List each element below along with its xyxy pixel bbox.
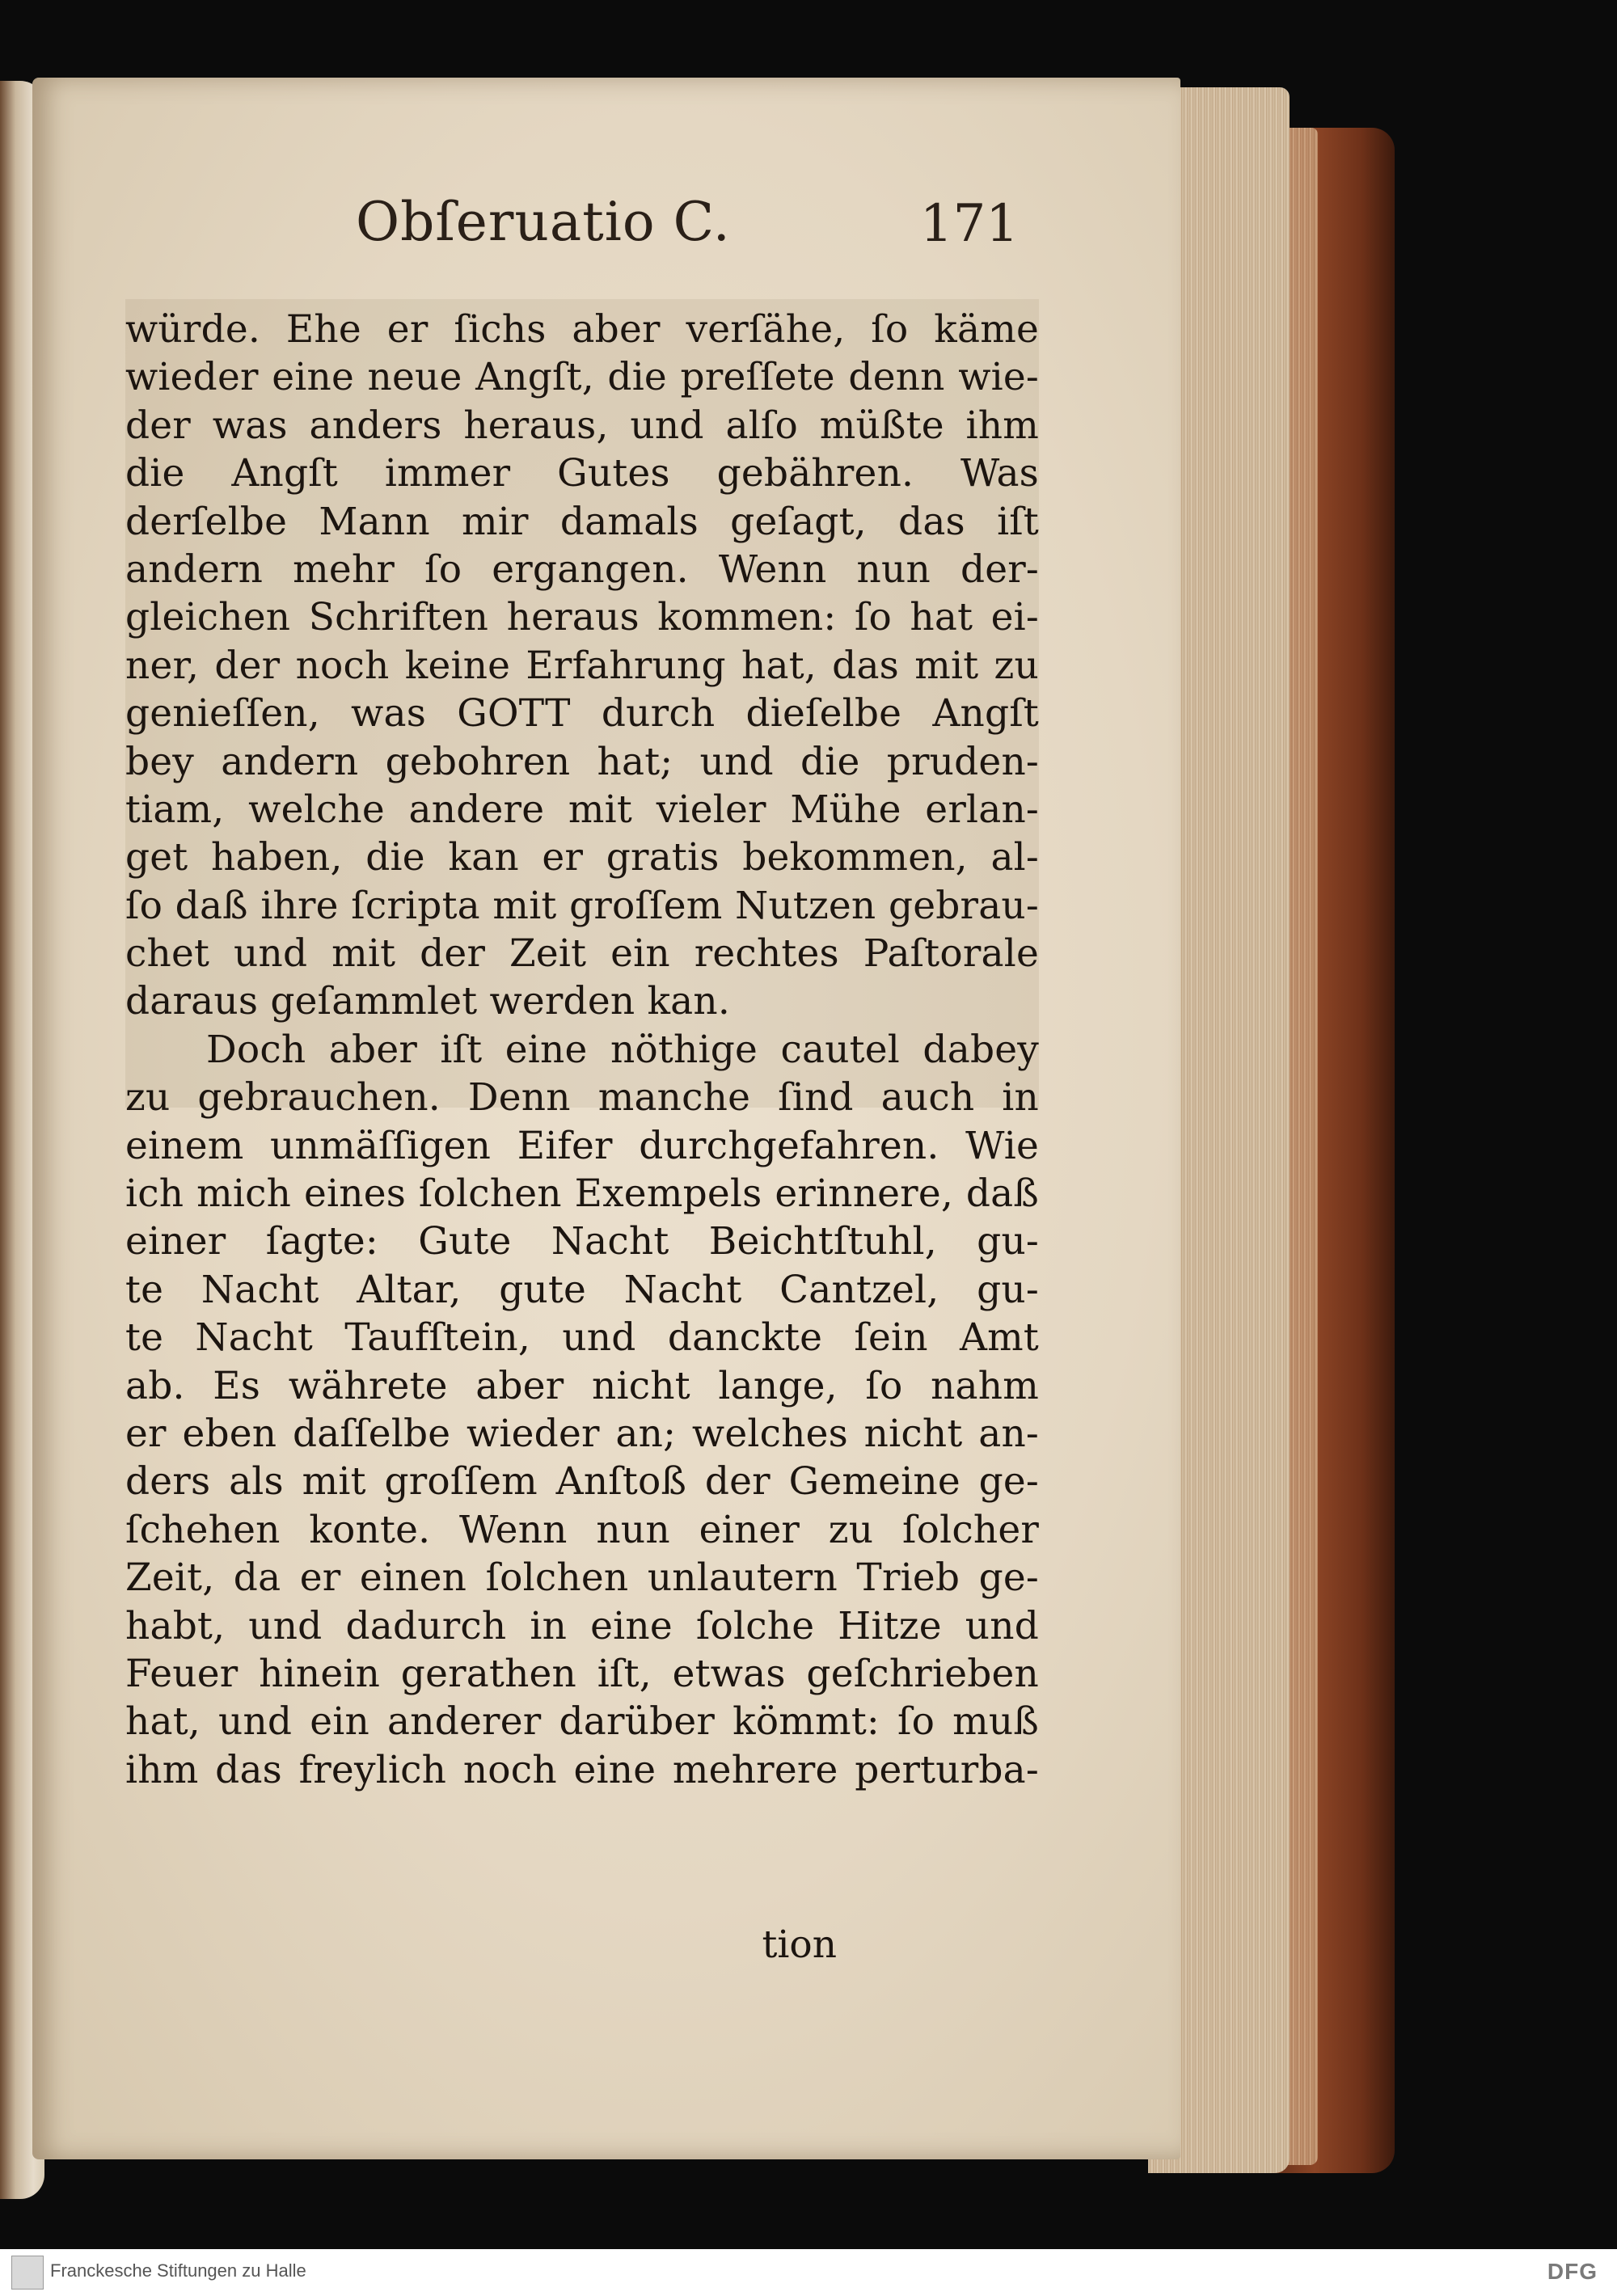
text-line: ner, der noch keine Erfahrung hat, das mit zu: [125, 643, 1039, 688]
text-line: andern mehr ſo ergangen. Wenn nun der-: [125, 547, 1039, 592]
text-line: gleichen Schriften heraus kommen: ſo hat ei-: [125, 595, 1039, 640]
page-body-text: [125, 306, 1039, 1794]
text-line: habt, und dadurch in eine ſolche Hitze und: [125, 1603, 1039, 1648]
text-line: te Nacht Taufſtein, und danckte ſein Amt: [125, 1315, 1039, 1361]
text-line: einem unmäſſigen Eifer durchgefahren. Wie: [125, 1123, 1039, 1168]
text-line: zu gebrauchen. Denn manche ſind auch in: [125, 1075, 1039, 1121]
text-line: get haben, die kan er gratis bekommen, al-: [125, 835, 1039, 880]
institution-logo-icon: [11, 2256, 44, 2290]
text-line: derſelbe Mann mir damals geſagt, das iſt: [125, 499, 1039, 544]
text-line: ich mich eines ſolchen Exempels erinnere, daß: [125, 1171, 1039, 1217]
text-line: Zeit, da er einen ſolchen unlautern Trieb ge-: [125, 1555, 1039, 1601]
text-line: er eben daſſelbe wieder an; welches nicht an-: [125, 1411, 1039, 1456]
text-line: Feuer hinein gerathen iſt, etwas geſchrieben: [125, 1651, 1039, 1696]
text-line: Doch aber iſt eine nöthige cautel dabey: [206, 1027, 1039, 1072]
page-number: 171: [919, 194, 1019, 254]
footer-bar: [0, 2249, 1617, 2296]
text-line: daraus geſammlet werden kan.: [125, 979, 730, 1024]
text-line: würde. Ehe er ſichs aber verſähe, ſo käme: [125, 307, 1039, 352]
text-line: der was anders heraus, und alſo müßte ihm: [125, 403, 1039, 448]
text-line: hat, und ein anderer darüber kömmt: ſo muß: [125, 1699, 1039, 1745]
text-line: genieſſen, was GOTT durch dieſelbe Angſt: [125, 691, 1039, 736]
text-line: bey andern gebohren hat; und die pruden-: [125, 739, 1039, 784]
text-line: chet und mit der Zeit ein rechtes Paſtorale: [125, 931, 1039, 977]
text-line: ſchehen konte. Wenn nun einer zu ſolcher: [125, 1507, 1039, 1552]
text-line: die Angſt immer Gutes gebähren. Was: [125, 451, 1039, 496]
institution-name: Franckesche Stiftungen zu Halle: [50, 2260, 306, 2281]
text-line: ſo daß ihre ſcripta mit groſſem Nutzen gebrau-: [125, 883, 1039, 928]
text-line: ab. Es währete aber nicht lange, ſo nahm: [125, 1363, 1039, 1408]
text-line: ders als mit groſſem Anſtoß der Gemeine ge-: [125, 1459, 1039, 1505]
text-line: wieder eine neue Angſt, die preſſete denn wie-: [125, 355, 1039, 400]
funder-logo: DFG: [1547, 2259, 1598, 2284]
running-head-title: Obſeruatio C.: [356, 191, 731, 253]
catchword: tion: [762, 1922, 837, 1967]
text-line: tiam, welche andere mit vieler Mühe erlan-: [125, 787, 1039, 832]
text-line: te Nacht Altar, gute Nacht Cantzel, gu-: [125, 1267, 1039, 1312]
text-line: ihm das freylich noch eine mehrere perturba-: [125, 1747, 1039, 1792]
text-line: einer ſagte: Gute Nacht Beichtſtuhl, gu-: [125, 1219, 1039, 1264]
running-head: [356, 191, 1051, 272]
